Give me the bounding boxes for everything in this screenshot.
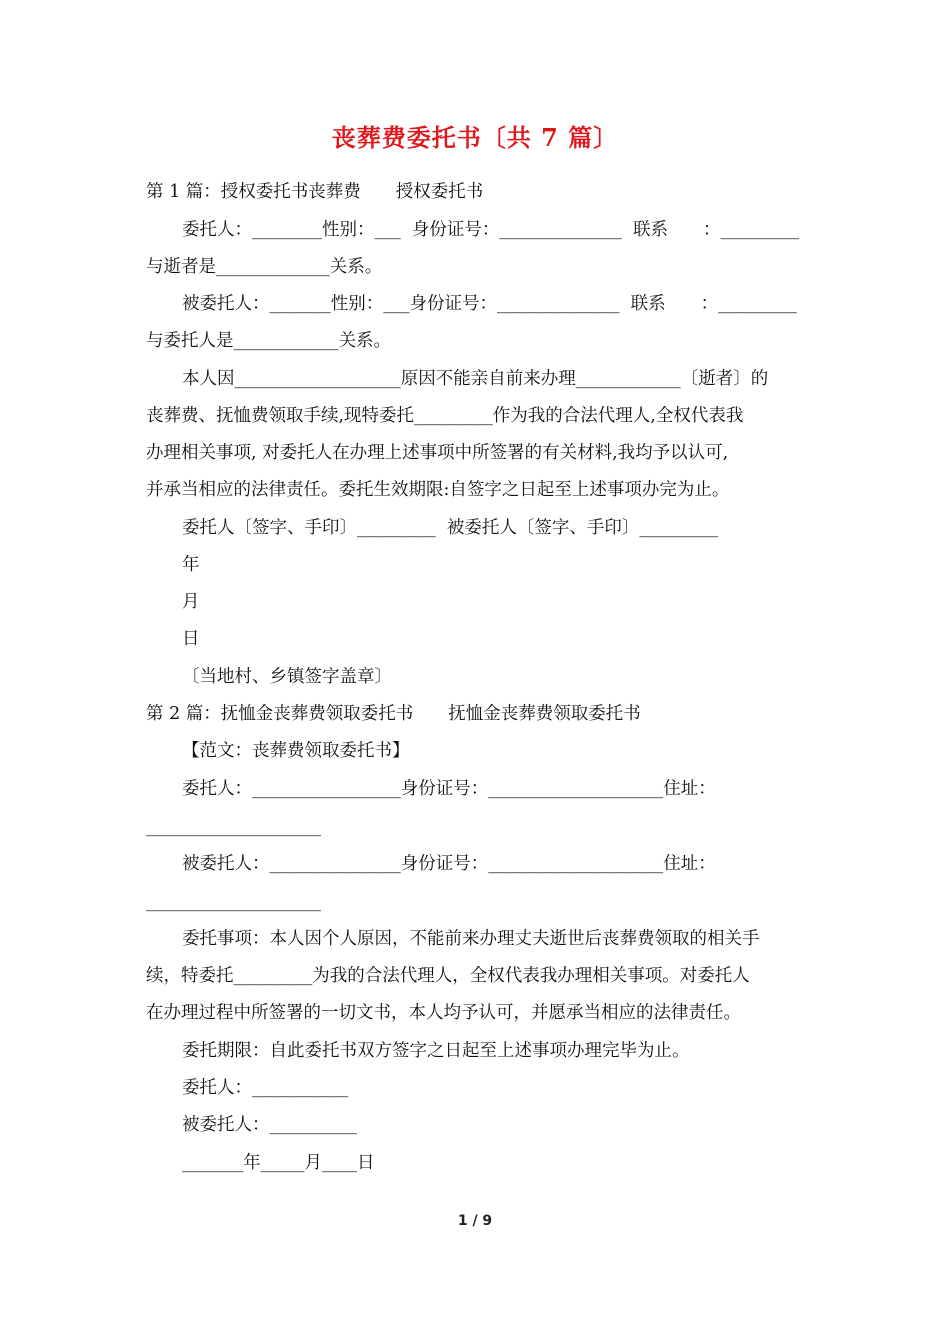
- blank-line: ____________________: [146, 817, 321, 837]
- sample-heading: 【范文：丧葬费领取委托书】: [182, 741, 410, 761]
- document-title: 丧葬费委托书〔共 7 篇〕: [331, 123, 619, 152]
- text-line: 委托人：_________________身份证号：____________________住址：: [182, 779, 716, 799]
- text-line: 委托事项：本人因个人原因，不能前来办理丈夫逝世后丧葬费领取的相关手: [182, 929, 760, 949]
- text-line: 与逝者是_____________关系。: [146, 257, 383, 277]
- text-line: 并承当相应的法律责任。委托生效期限:自签字之日起至上述事项办完为止。: [146, 480, 730, 500]
- date-year: 年: [182, 555, 200, 575]
- text-line: 委托人：___________: [182, 1078, 349, 1098]
- text-line: 续，特委托_________为我的合法代理人，全权代表我办理相关事项。对委托人: [146, 966, 750, 986]
- text-line: 与委托人是____________关系。: [146, 331, 391, 351]
- blank-line: ____________________: [146, 892, 321, 912]
- page-number: 1 / 9: [457, 1213, 493, 1229]
- text-line: 本人因___________________原因不能亲自前来办理____________〔逝者〕的: [182, 369, 769, 389]
- text-line: 委托期限：自此委托书双方签字之日起至上述事项办理完毕为止。: [182, 1041, 690, 1061]
- text-line: 被委托人：_______性别：___身份证号：______________ 联系 ：_________: [182, 294, 797, 314]
- article-2-heading: 第 2 篇：抚恤金丧葬费领取委托书 抚恤金丧葬费领取委托书: [146, 704, 641, 724]
- text-line: 办理相关事项, 对委托人在办理上述事项中所签署的有关材料,我均予以认可,: [146, 443, 729, 463]
- signature-line: 委托人〔签字、手印〕_________ 被委托人〔签字、手印〕_________: [182, 518, 719, 538]
- text-line: 在办理过程中所签署的一切文书，本人均予认可，并愿承当相应的法律责任。: [146, 1003, 741, 1023]
- text-line: 被委托人：_______________身份证号：____________________住址：: [182, 854, 716, 874]
- date-month: 月: [182, 592, 200, 612]
- text-line: 丧葬费、抚恤费领取手续,现特委托_________作为我的合法代理人,全权代表我: [146, 406, 744, 426]
- date-line: _______年_____月____日: [182, 1153, 375, 1173]
- text-line: 被委托人：__________: [182, 1115, 357, 1135]
- text-line: 委托人：________性别：___ 身份证号：______________ 联系 ：_________: [182, 220, 800, 240]
- stamp-note: 〔当地村、乡镇签字盖章〕: [182, 667, 392, 687]
- date-day: 日: [182, 629, 200, 649]
- article-1-heading: 第 1 篇：授权委托书丧葬费 授权委托书: [146, 182, 484, 202]
